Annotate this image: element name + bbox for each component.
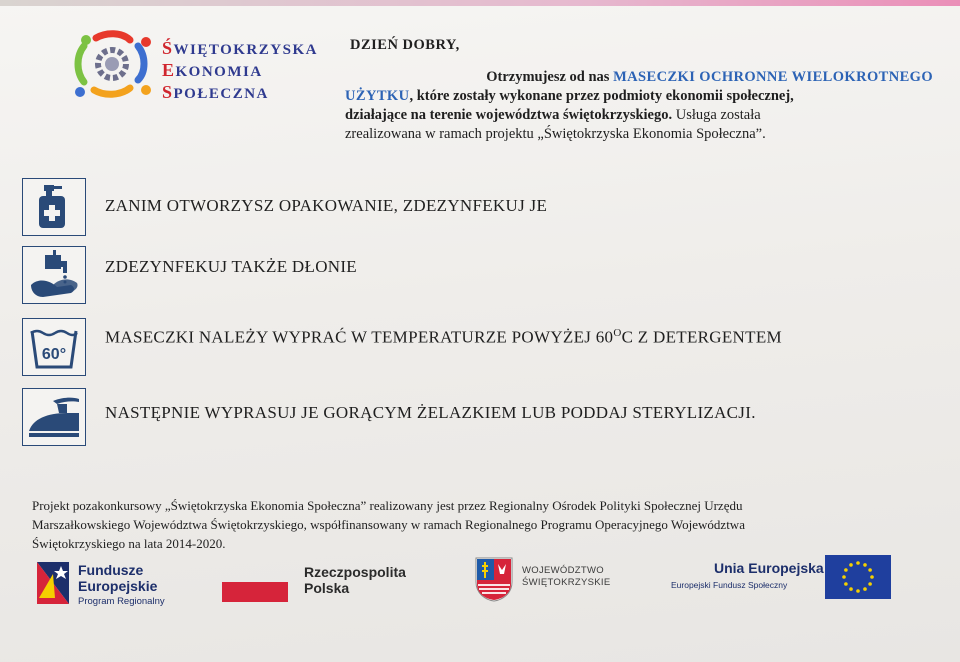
eu-star bbox=[849, 563, 853, 567]
top-edge bbox=[0, 0, 960, 6]
eu-star bbox=[863, 587, 867, 591]
iron-icon bbox=[22, 388, 86, 446]
wash-60-icon bbox=[22, 318, 86, 376]
step-iron-masks: NASTĘPNIE WYPRASUJ JE GORĄCYM ŻELAZKIEM LUB PODDAJ STERYLIZACJI. bbox=[105, 403, 756, 422]
eu-star bbox=[856, 589, 860, 593]
greeting: DZIEŃ DOBRY, bbox=[350, 37, 460, 53]
eu-star bbox=[870, 575, 874, 579]
polish-flag-icon bbox=[222, 582, 288, 602]
eu-star bbox=[844, 582, 848, 586]
eu-star bbox=[844, 568, 848, 572]
step-disinfect-package: ZANIM OTWORZYSZ OPAKOWANIE, ZDEZYNFEKUJ JE bbox=[105, 196, 548, 215]
eu-star bbox=[868, 582, 872, 586]
program-regionalny-label: Program Regionalny bbox=[78, 596, 165, 607]
wojewodztwo-label: WOJEWÓDZTWO ŚWIĘTOKRZYSKIE bbox=[522, 565, 611, 588]
fundusze-europejskie-title: Fundusze Europejskie bbox=[78, 562, 158, 594]
hand-washing-icon bbox=[22, 246, 86, 304]
fundusze-europejskie-star-icon bbox=[33, 558, 73, 608]
disinfectant-bottle-icon bbox=[22, 178, 86, 236]
intro-paragraph: Otrzymujesz od nas MASECZKI OCHRONNE WIELOKROTNEGO UŻYTKU, które zostały wykonane przez podmioty ekonomii społecznej, działające na terenie województwa świętokrzyskiego. Usługa została zrealizowana w ramach projektu „Świętokrzyska Ekonomia Społeczna”. bbox=[345, 69, 933, 142]
eu-star bbox=[863, 563, 867, 567]
project-info-paragraph: Projekt pozakonkursowy „Świętokrzyska Ekonomia Społeczna” realizowany jest przez Regionalny Ośrodek Polityki Społecznej Urzędu Marszałkowskiego Województwa Świętokrzyskiego, współfinansowany w ramach Regionalnego Programu Operacyjnego Województwa Świętokrzyskiego na lata 2014-2020. bbox=[32, 498, 745, 551]
eu-star bbox=[856, 561, 860, 565]
ses-logo bbox=[66, 30, 336, 102]
eu-star bbox=[849, 587, 853, 591]
ses-gear-logo-icon bbox=[66, 30, 158, 102]
wash-temp-label: 60° bbox=[41, 346, 67, 363]
eu-star bbox=[868, 568, 872, 572]
efs-label: Europejski Fundusz Społeczny bbox=[671, 580, 788, 590]
step-disinfect-hands: ZDEZYNFEKUJ TAKŻE DŁONIE bbox=[105, 257, 357, 276]
ses-logo-text: ŚWIĘTOKRZYSKA EKONOMIA SPOŁECZNA bbox=[162, 38, 318, 102]
unia-europejska-title: Unia Europejska bbox=[714, 560, 824, 576]
eu-star bbox=[842, 575, 846, 579]
eu-flag-icon bbox=[825, 555, 891, 599]
rzeczpospolita-polska-label: Rzeczpospolita Polska bbox=[304, 564, 406, 596]
step-wash-masks: MASECZKI NALEŻY WYPRAĆ W TEMPERATURZE POWYŻEJ $60^OC$ Z DETERGENTEM bbox=[105, 327, 782, 347]
swietokrzyskie-coat-of-arms-icon bbox=[474, 556, 514, 602]
